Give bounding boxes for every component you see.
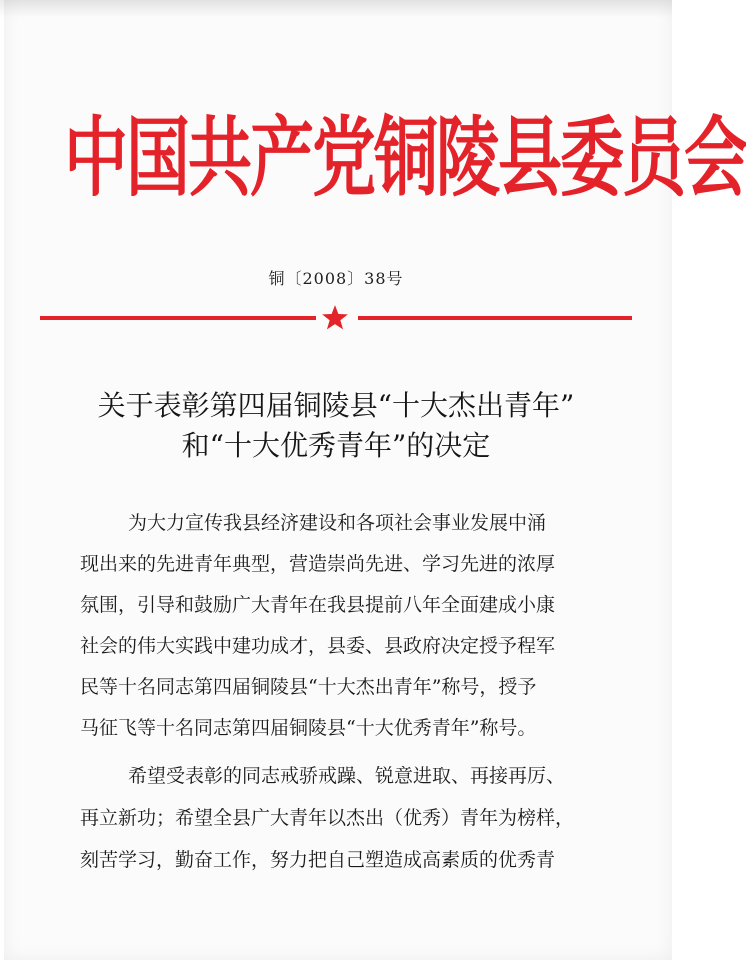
- body-line: 为大力宣传我县经济建设和各项社会事业发展中涌: [128, 512, 547, 534]
- body-line: 社会的伟大实践中建功成才，县委、县政府决定授予程军: [80, 635, 556, 657]
- body-line: 马征飞等十名同志第四届铜陵县“十大优秀青年”称号。: [80, 717, 537, 739]
- body-line: 民等十名同志第四届铜陵县“十大杰出青年”称号，授予: [80, 676, 537, 698]
- body-line: 刻苦学习，勤奋工作，努力把自己塑造成高素质的优秀青: [80, 849, 556, 871]
- star-icon: [321, 304, 349, 332]
- separator-line-left: [40, 316, 316, 320]
- scan-shadow: [0, 0, 672, 18]
- document-title-line-2: 和“十大优秀青年”的决定: [181, 429, 491, 462]
- separator-line-right: [358, 316, 632, 320]
- body-line: 氛围，引导和鼓励广大青年在我县提前八年全面建成小康: [80, 594, 556, 616]
- red-separator: [40, 312, 632, 324]
- document-number: 铜〔2008〕38号: [268, 269, 404, 288]
- body-line: 希望受表彰的同志戒骄戒躁、锐意进取、再接再厉、: [128, 765, 566, 787]
- document-title-line-1: 关于表彰第四届铜陵县“十大杰出青年”: [97, 389, 575, 422]
- body-line: 再立新功；希望全县广大青年以杰出（优秀）青年为榜样，: [80, 807, 575, 829]
- issuer-header: 中国共产党铜陵县委员会: [64, 107, 746, 209]
- body-line: 现出来的先进青年典型，营造崇尚先进、学习先进的浓厚: [80, 553, 556, 575]
